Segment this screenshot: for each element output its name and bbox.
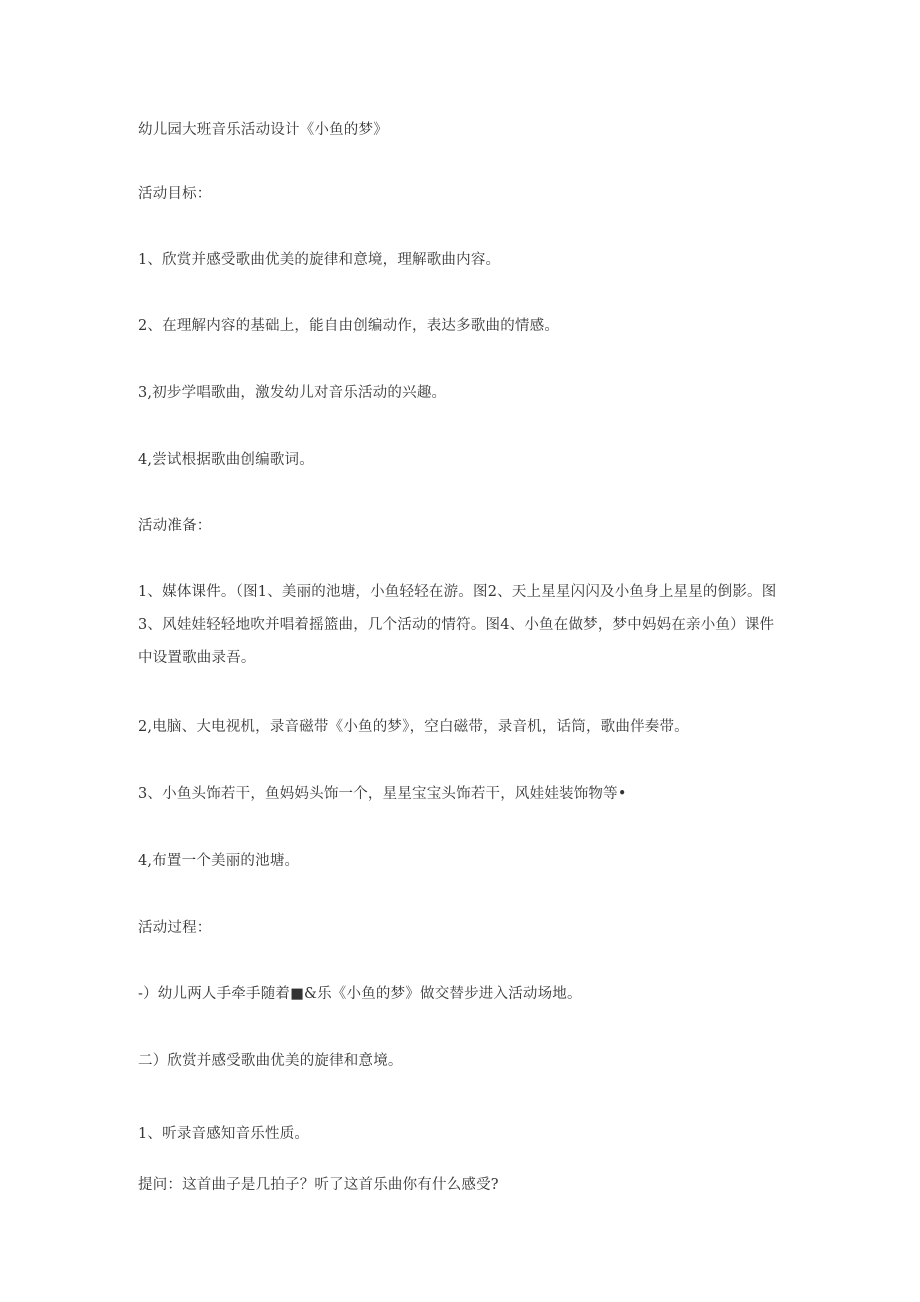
paragraph: 1、听录音感知音乐性质。: [138, 1126, 310, 1142]
paragraph: 1、媒体课件。（图1、美丽的池塘，小鱼轻轻在游。图2、天上星星闪闪及小鱼身上星星的倒影。图3、风娃娃轻轻地吹并唱着摇篮曲，几个活动的情符。图4、小鱼在做梦，梦中妈妈在亲小鱼）课件中设置歌曲录吾。: [138, 584, 777, 666]
paragraph: 3,初步学唱歌曲，激发幼儿对音乐活动的兴趣。: [138, 385, 447, 401]
paragraph: 2、在理解内容的基础上，能自由创编动作，表达多歌曲的情感。: [138, 318, 560, 334]
paragraph: 3、小鱼头饰若干，鱼妈妈头饰一个，星星宝宝头饰若干，风娃娃装饰物等•: [138, 786, 627, 802]
paragraph: 1、欣赏并感受歌曲优美的旋律和意境，理解歌曲内容。: [138, 252, 501, 268]
paragraph: 4,尝试根据歌曲创编歌词。: [138, 452, 314, 468]
section-heading-goals: 活动目标：: [138, 186, 212, 202]
document-title: 幼儿园大班音乐活动设计《小鱼的梦》: [138, 122, 388, 138]
paragraph: 2,电脑、大电视机，录音磁带《小鱼的梦》，空白磁带，录音机，话筒，歌曲伴奏带。: [138, 719, 689, 735]
section-heading-preparation: 活动准备：: [138, 518, 212, 534]
paragraph: 二）欣赏并感受歌曲优美的旋律和意境。: [138, 1053, 403, 1069]
section-heading-process: 活动过程：: [138, 920, 212, 936]
paragraph: 4,布置一个美丽的池塘。: [138, 853, 300, 869]
paragraph: 提问：这首曲子是几拍子？听了这首乐曲你有什么感受?: [138, 1177, 499, 1193]
paragraph: -）幼儿两人手牵手随着■&乐《小鱼的梦》做交替步进入活动场地。: [138, 986, 582, 1002]
